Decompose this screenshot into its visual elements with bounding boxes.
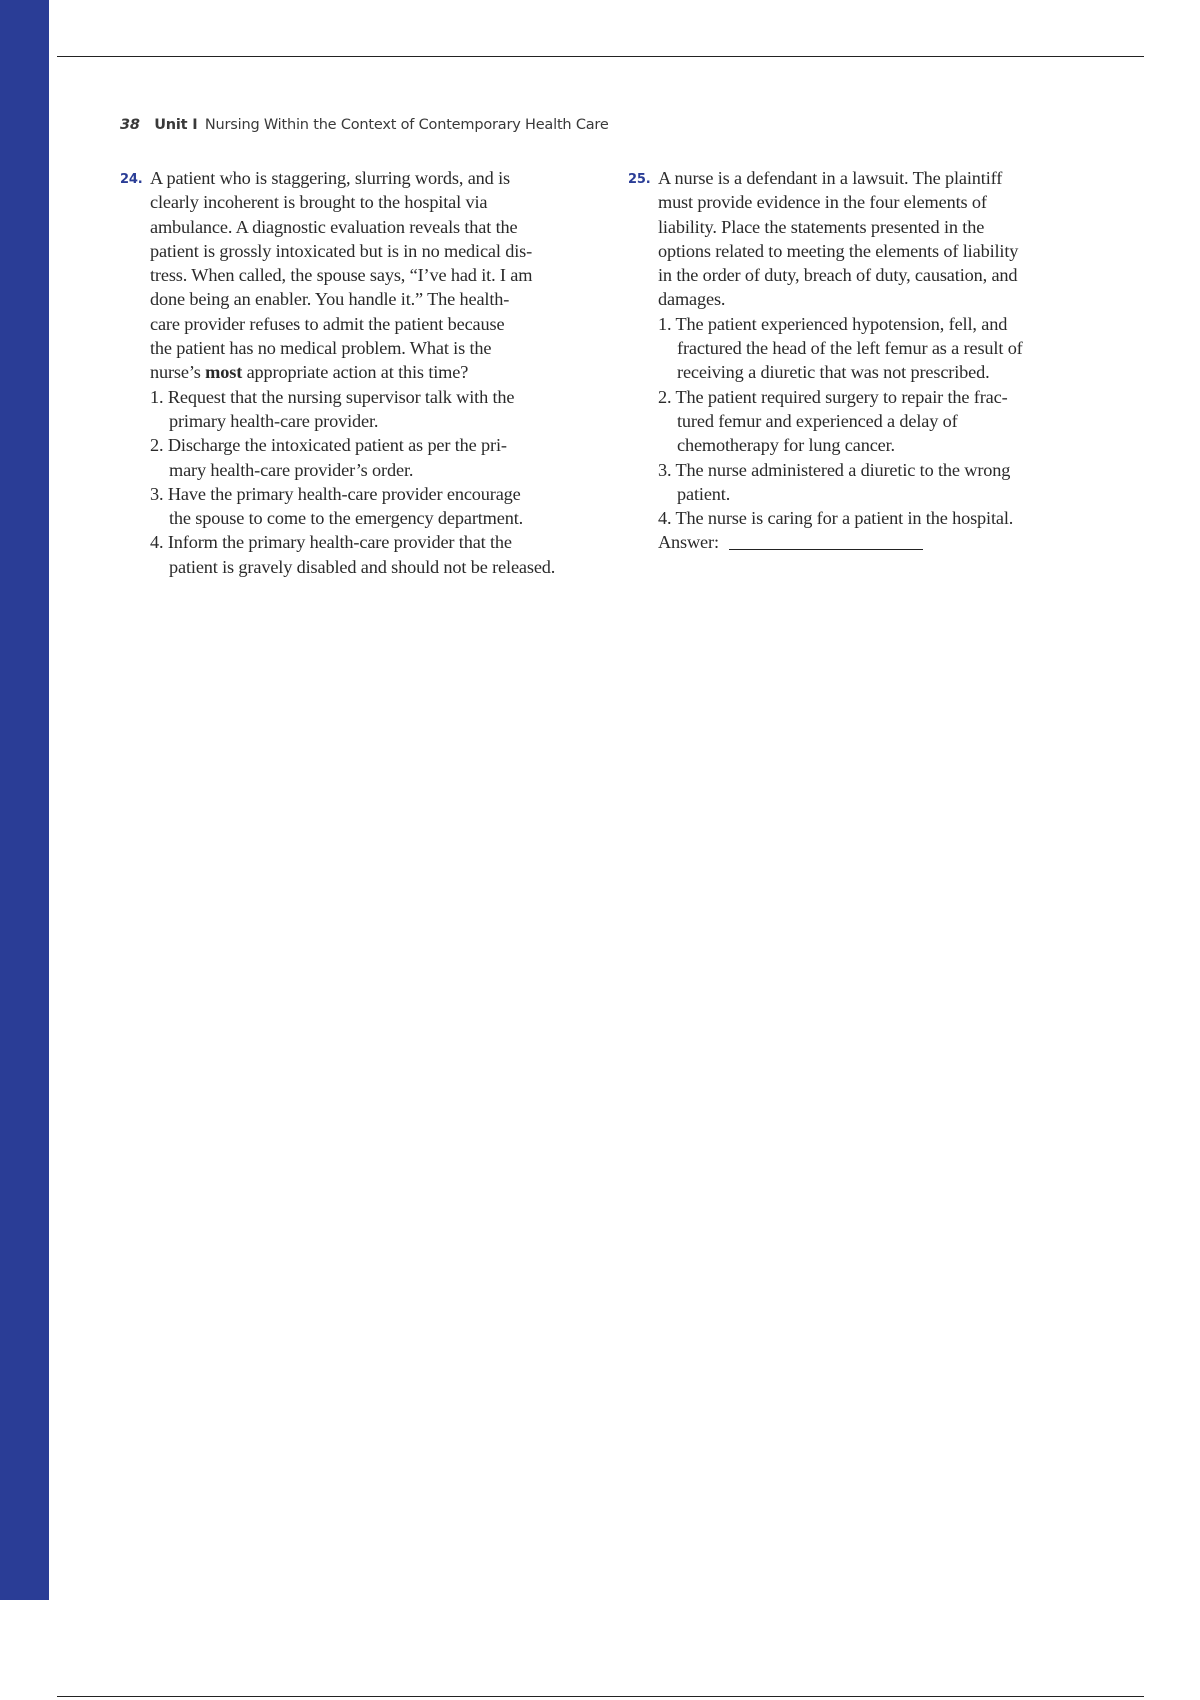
emphasis-most: most <box>205 362 243 383</box>
stem-line: patient is grossly intoxicated but is in no medical dis- <box>150 240 533 261</box>
stem-line: care provider refuses to admit the patient because <box>150 313 505 334</box>
option-text: 2. The patient required surgery to repair the frac- <box>658 386 1008 407</box>
option-text: tured femur and experienced a delay of <box>677 410 958 431</box>
option-text: chemotherapy for lung cancer. <box>677 435 895 456</box>
option-3 <box>150 482 590 531</box>
option-text: mary health-care provider’s order. <box>169 459 414 480</box>
stem-line: A nurse is a defendant in a lawsuit. The plaintiff <box>658 168 1003 188</box>
stem-line: in the order of duty, breach of duty, causation, and <box>658 265 1018 286</box>
stem-line: options related to meeting the elements of liability <box>658 240 1019 261</box>
side-color-band <box>0 0 49 1600</box>
option-text: 3. The nurse administered a diuretic to the wrong <box>658 459 1011 480</box>
stem-line: damages. <box>658 289 726 310</box>
question-25 <box>628 166 1098 555</box>
unit-label: Unit I <box>154 117 198 133</box>
top-rule <box>57 56 1144 57</box>
question-24 <box>120 166 590 579</box>
question-stem <box>658 166 1098 312</box>
question-number: 25. <box>628 172 651 187</box>
option-4 <box>658 506 1098 530</box>
option-text: 1. Request that the nursing supervisor talk with the <box>150 386 515 407</box>
stem-line: A patient who is staggering, slurring words, and is <box>150 168 510 188</box>
stem-line <box>150 360 590 384</box>
option-text: receiving a diuretic that was not prescribed. <box>677 362 990 383</box>
question-number: 24. <box>120 172 143 187</box>
option-4 <box>150 530 590 579</box>
option-1 <box>150 385 590 434</box>
stem-line: clearly incoherent is brought to the hospital via <box>150 192 488 213</box>
option-text: the spouse to come to the emergency department. <box>169 508 524 529</box>
option-text: 3. Have the primary health-care provider encourage <box>150 483 521 504</box>
page-number: 38 <box>120 117 140 133</box>
stem-line: tress. When called, the spouse says, “I’ve had it. I am <box>150 265 533 286</box>
answer-label: Answer: <box>658 532 719 553</box>
option-2 <box>658 385 1098 458</box>
stem-text: appropriate action at this time? <box>242 362 469 383</box>
option-text: 1. The patient experienced hypotension, fell, and <box>658 313 1008 334</box>
stem-line: liability. Place the statements presented in the <box>658 216 985 237</box>
option-text: patient. <box>677 483 731 504</box>
option-text: patient is gravely disabled and should not be released. <box>169 556 556 577</box>
stem-line: must provide evidence in the four elements of <box>658 192 987 213</box>
bottom-rule <box>57 1696 1144 1697</box>
option-1 <box>658 312 1098 385</box>
stem-text: nurse’s <box>150 362 206 383</box>
answer-options <box>658 312 1098 531</box>
stem-line: ambulance. A diagnostic evaluation reveals that the <box>150 216 518 237</box>
answer-row <box>658 530 1098 554</box>
question-stem <box>150 166 590 385</box>
running-head <box>120 117 609 133</box>
stem-line: the patient has no medical problem. What is the <box>150 338 492 359</box>
option-text: 4. Inform the primary health-care provider that the <box>150 532 512 553</box>
answer-options <box>150 385 590 579</box>
chapter-title: Nursing Within the Context of Contemporary Health Care <box>204 117 609 133</box>
option-3 <box>658 458 1098 507</box>
option-text: primary health-care provider. <box>169 410 379 431</box>
answer-blank[interactable] <box>729 549 923 550</box>
option-text: 4. The nurse is caring for a patient in the hospital. <box>658 508 1014 529</box>
option-text: fractured the head of the left femur as a result of <box>677 338 1023 359</box>
option-2 <box>150 433 590 482</box>
option-text: 2. Discharge the intoxicated patient as per the pri- <box>150 435 507 456</box>
stem-line: done being an enabler. You handle it.” The health- <box>150 289 510 310</box>
